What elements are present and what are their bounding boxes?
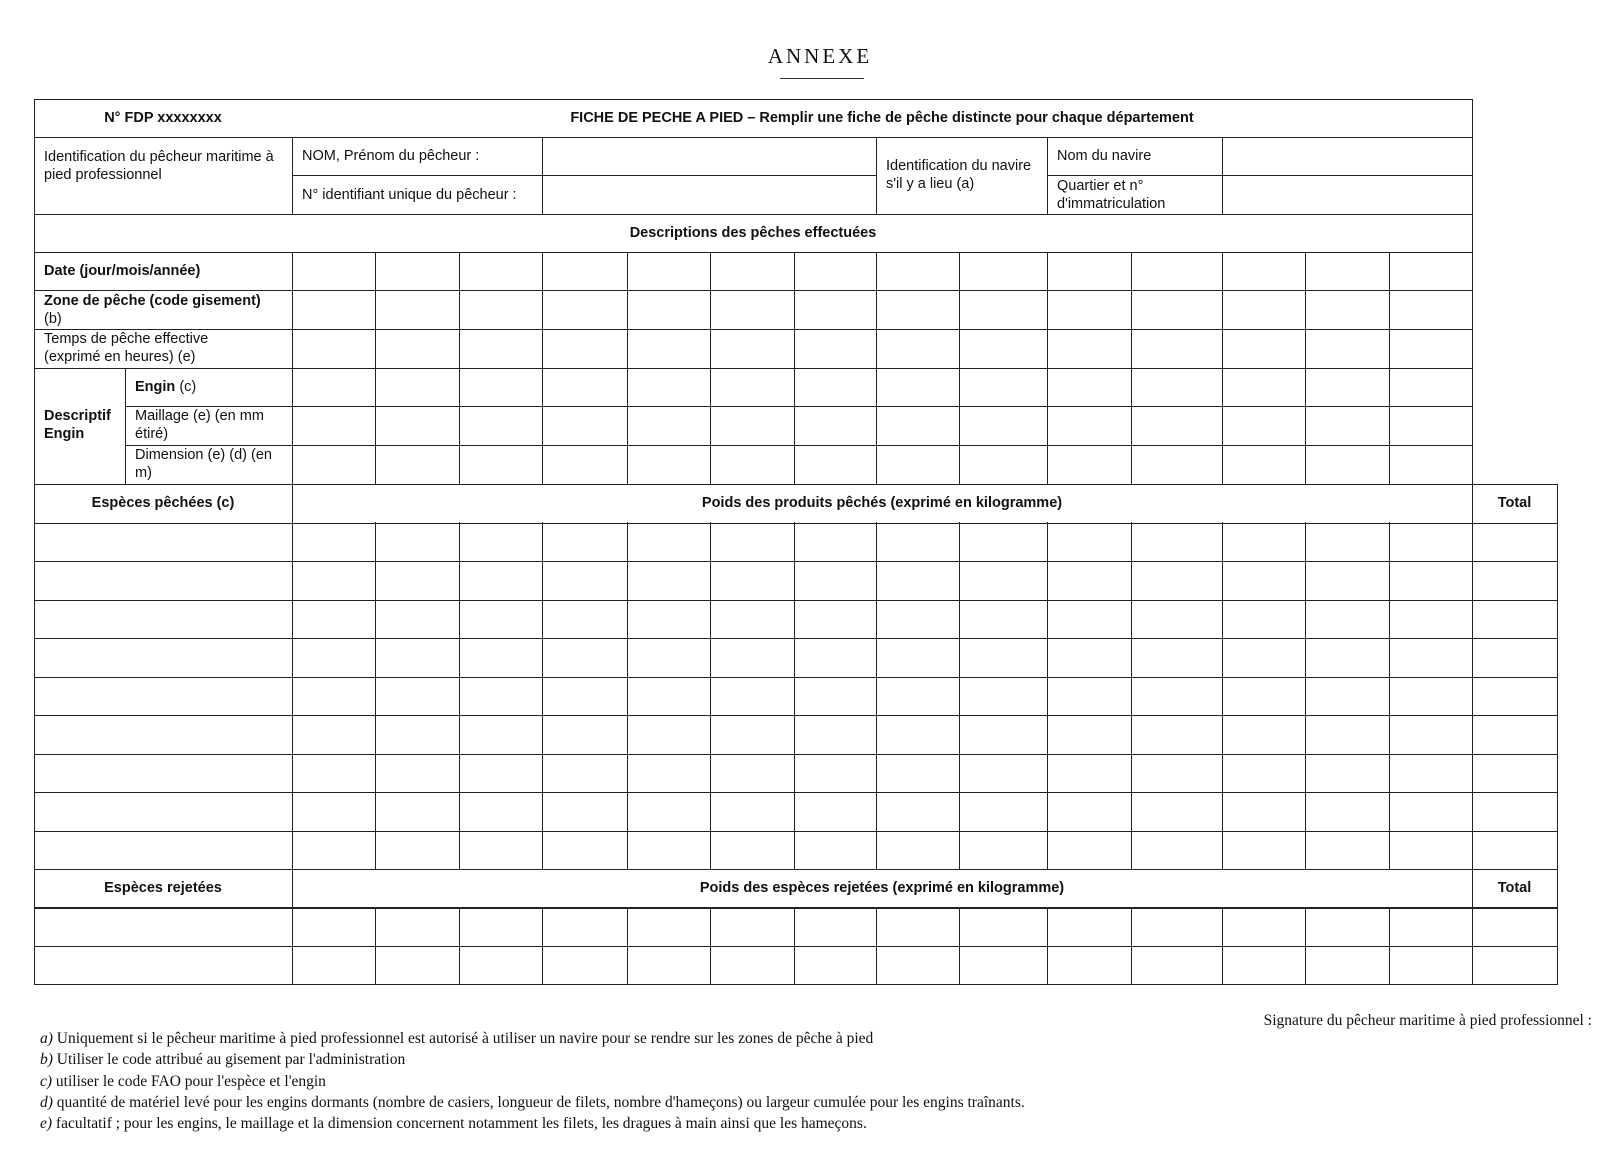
gear-group-label: Descriptif Engin <box>44 408 111 442</box>
table-rule <box>34 600 1557 601</box>
table-rule <box>34 946 1557 947</box>
table-rule <box>542 522 543 869</box>
table-rule <box>542 907 543 985</box>
footnote-text: facultatif ; pour les engins, le maillage et la dimension concernent notamment les filets, les dragues à main ainsi que les hameçons. <box>55 1115 867 1133</box>
footnote-letter: e) <box>40 1115 53 1133</box>
table-rule <box>1557 484 1558 985</box>
name-label: NOM, Prénom du pêcheur : <box>302 148 480 164</box>
table-rule <box>1222 137 1223 214</box>
discarded-total-header: Total <box>1497 880 1532 896</box>
fdp-number: N° FDP xxxxxxxx <box>104 110 222 126</box>
footnote-letter: b) <box>40 1051 53 1069</box>
name-input[interactable] <box>542 137 876 175</box>
table-rule <box>34 214 1472 215</box>
table-rule <box>710 252 711 484</box>
footnote-text: quantité de matériel levé pour les engins dormants (nombre de casiers, longueur de filets, nombre d'hameçons) ou largeur cumulée pour les engins traînants. <box>56 1093 1025 1111</box>
date-row-label: Date (jour/mois/année) <box>44 263 201 279</box>
table-rule <box>34 523 1557 524</box>
table-rule <box>375 522 376 869</box>
table-rule <box>34 984 1557 985</box>
dimension-row-label: Dimension (e) (d) (en m) <box>135 447 272 481</box>
table-rule <box>794 522 795 869</box>
footnote <box>40 1071 1025 1092</box>
gear-row-label-main: Engin <box>135 379 176 395</box>
table-rule <box>959 522 960 869</box>
zone-row-label <box>44 292 289 328</box>
table-rule <box>1389 522 1390 869</box>
table-rule <box>794 252 795 484</box>
table-rule <box>125 445 1472 446</box>
table-rule <box>710 522 711 869</box>
annex-title: ANNEXE <box>767 44 873 68</box>
caught-species-header: Espèces pêchées (c) <box>91 495 235 511</box>
discarded-weight-header: Poids des espèces rejetées (exprimé en kilogramme) <box>699 880 1065 896</box>
table-rule <box>1389 252 1390 484</box>
table-rule <box>292 522 293 869</box>
table-rule <box>876 522 877 869</box>
table-rule <box>1131 522 1132 869</box>
table-rule <box>34 638 1557 639</box>
caught-weight-header: Poids des produits pêchés (exprimé en kilogramme) <box>701 495 1063 511</box>
table-rule <box>34 831 1557 832</box>
table-rule <box>959 907 960 985</box>
table-rule <box>34 561 1557 562</box>
table-rule <box>34 869 1557 870</box>
form-title: FICHE DE PECHE A PIED – Remplir une fiche de pêche distincte pour chaque département <box>570 110 1194 126</box>
footnote-text: Uniquement si le pêcheur maritime à pied professionnel est autorisé à utiliser un navire pour se rendre sur les zones de pêche à pied <box>56 1030 874 1047</box>
descriptions-title: Descriptions des pêches effectuées <box>629 225 877 241</box>
table-rule <box>710 907 711 985</box>
mesh-row-label: Maillage (e) (en mm étiré) <box>135 408 264 442</box>
table-rule <box>459 907 460 985</box>
vessel-name-label: Nom du navire <box>1057 148 1152 164</box>
vessel-name-input[interactable] <box>1222 137 1472 175</box>
table-rule <box>34 329 1472 330</box>
table-rule <box>34 677 1557 678</box>
table-rule <box>627 907 628 985</box>
footnote <box>40 1028 1025 1049</box>
table-rule <box>876 252 877 484</box>
footnote-text: utiliser le code FAO pour l'espèce et l'engin <box>55 1072 326 1090</box>
zone-row-label-note: (b) <box>44 311 62 327</box>
table-rule <box>375 907 376 985</box>
table-rule <box>627 522 628 869</box>
table-rule <box>1222 522 1223 869</box>
footnote <box>40 1049 1025 1070</box>
caught-total-header: Total <box>1497 495 1532 511</box>
table-rule <box>125 368 126 484</box>
footnote <box>40 1113 1025 1134</box>
unique-id-input[interactable] <box>542 175 876 214</box>
table-rule <box>1472 99 1473 985</box>
table-rule <box>34 137 1472 138</box>
gear-row-label-note: (c) <box>179 379 197 395</box>
table-rule <box>1047 175 1472 176</box>
fisher-identification-label: Identification du pêcheur maritime à pied professionnel <box>44 149 274 183</box>
table-rule <box>1305 907 1306 985</box>
table-rule <box>1222 907 1223 985</box>
time-row-label: Temps de pêche effective (exprimé en heures) (e) <box>44 331 209 365</box>
table-rule <box>1305 522 1306 869</box>
table-rule <box>125 406 1472 407</box>
table-rule <box>34 99 1472 100</box>
table-rule <box>34 907 1557 908</box>
zone-row-label-main: Zone de pêche (code gisement) <box>44 293 261 309</box>
footnote-letter: d) <box>40 1093 53 1111</box>
table-rule <box>542 137 543 214</box>
table-rule <box>34 99 35 985</box>
table-rule <box>34 484 1557 485</box>
vessel-identification-label: Identification du navire s'il y a lieu (a) <box>886 158 1032 192</box>
registration-label: Quartier et n° d'immatriculation <box>1057 178 1166 212</box>
footnote-letter: a) <box>40 1030 53 1047</box>
footnote <box>40 1092 1025 1113</box>
table-rule <box>1131 252 1132 484</box>
signature-label: Signature du pêcheur maritime à pied professionnel : <box>1263 1012 1592 1029</box>
table-rule <box>459 522 460 869</box>
unique-id-label: N° identifiant unique du pêcheur : <box>302 186 517 203</box>
table-rule <box>1389 907 1390 985</box>
title-underline <box>780 78 864 79</box>
table-rule <box>627 252 628 484</box>
table-rule <box>34 715 1557 716</box>
table-rule <box>1047 137 1048 214</box>
table-rule <box>34 252 1472 253</box>
footnote-letter: c) <box>40 1072 53 1090</box>
table-rule <box>34 290 1472 291</box>
table-rule <box>794 907 795 985</box>
table-rule <box>1047 907 1048 985</box>
table-rule <box>1047 252 1048 484</box>
table-rule <box>34 754 1557 755</box>
footnote-text: Utiliser le code attribué au gisement par l'administration <box>56 1051 406 1069</box>
table-rule <box>459 252 460 484</box>
footnotes <box>40 1028 1025 1134</box>
table-rule <box>1047 522 1048 869</box>
table-rule <box>959 252 960 484</box>
table-rule <box>876 907 877 985</box>
table-rule <box>1305 252 1306 484</box>
table-rule <box>876 137 877 214</box>
gear-row-label <box>125 368 292 406</box>
table-rule <box>34 368 1472 369</box>
registration-input[interactable] <box>1222 175 1472 214</box>
table-rule <box>375 252 376 484</box>
table-rule <box>1222 252 1223 484</box>
fishing-form-grid <box>34 99 1596 1010</box>
table-rule <box>292 137 293 214</box>
discarded-species-header: Espèces rejetées <box>104 880 222 896</box>
table-rule <box>542 252 543 484</box>
table-rule <box>34 792 1557 793</box>
table-rule <box>292 175 876 176</box>
table-rule <box>1131 907 1132 985</box>
